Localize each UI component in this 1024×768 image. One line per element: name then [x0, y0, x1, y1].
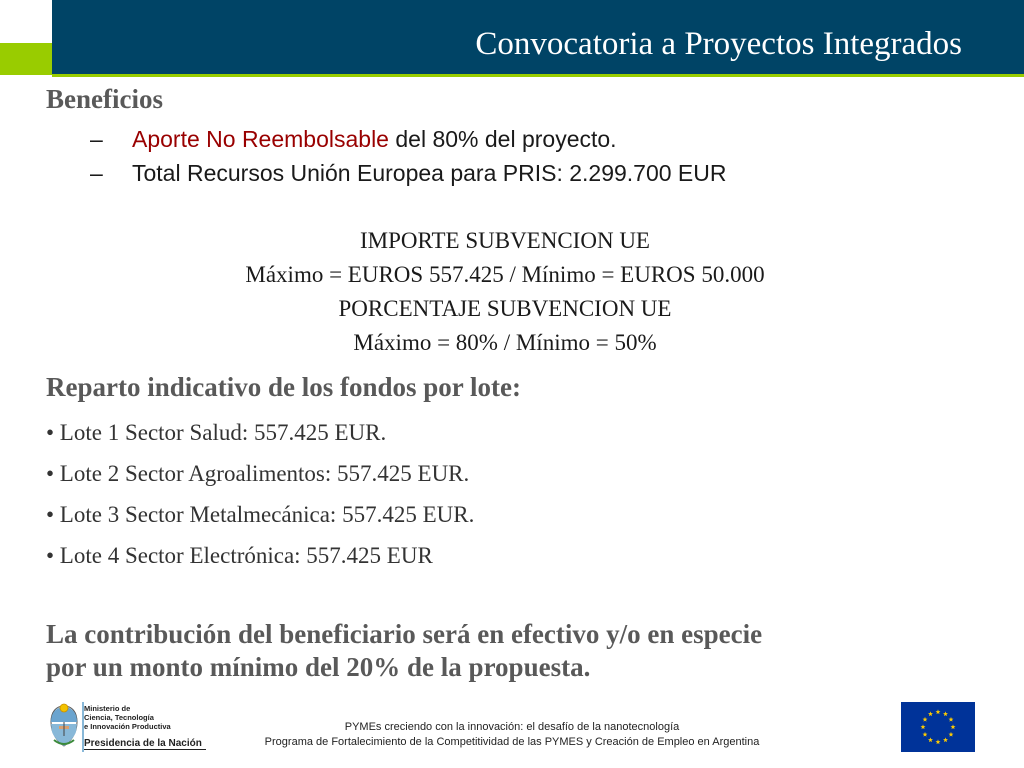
- lote-item: • Lote 1 Sector Salud: 557.425 EUR.: [46, 420, 387, 445]
- ministerio-line: Ministerio de: [84, 704, 131, 713]
- lote-item: • Lote 2 Sector Agroalimentos: 557.425 EUR.: [46, 461, 470, 486]
- beneficio-text: Total Recursos Unión Europea para PRIS: 2.299.700 EUR: [132, 160, 727, 186]
- presidencia-text: Presidencia de la Nación: [84, 738, 206, 750]
- contribucion-statement: [46, 618, 986, 684]
- ministerio-logo: [46, 700, 202, 754]
- ministerio-text: [84, 704, 171, 731]
- title-accent-line: [52, 74, 1024, 77]
- importe-range: Máximo = EUROS 557.425 / Mínimo = EUROS 50.000: [245, 262, 765, 287]
- contribucion-line: por un monto mínimo del 20% de la propuesta.: [46, 652, 591, 682]
- contribucion-line: La contribución del beneficiario será en efectivo y/o en especie: [46, 619, 763, 649]
- importe-title: IMPORTE SUBVENCION UE: [360, 228, 650, 253]
- beneficios-heading: Beneficios: [46, 84, 163, 114]
- slide-title: Convocatoria a Proyectos Integrados: [475, 26, 962, 62]
- ministerio-line: e Innovación Productiva: [84, 722, 171, 731]
- lote-item: • Lote 4 Sector Electrónica: 557.425 EUR: [46, 543, 433, 568]
- subvencion-block: [0, 224, 1010, 360]
- lote-item: • Lote 3 Sector Metalmecánica: 557.425 EUR.: [46, 502, 475, 527]
- lotes-list: [46, 416, 474, 580]
- dash-bullet: –: [90, 160, 103, 186]
- accent-bar-left: [0, 43, 52, 75]
- footer-line: Programa de Fortalecimiento de la Competitividad de las PYMES y Creación de Empleo en Argentina: [264, 736, 760, 748]
- beneficios-list: [90, 122, 727, 190]
- eu-flag-icon: [901, 702, 975, 752]
- beneficio-item: [90, 122, 727, 156]
- dash-bullet: –: [90, 126, 103, 152]
- title-bar: [52, 0, 1024, 74]
- footer: [220, 720, 804, 750]
- porcentaje-range: Máximo = 80% / Mínimo = 50%: [353, 330, 657, 355]
- reparto-heading: Reparto indicativo de los fondos por lote:: [46, 372, 522, 402]
- beneficio-text: del 80% del proyecto.: [388, 126, 617, 152]
- porcentaje-title: PORCENTAJE SUBVENCION UE: [338, 296, 672, 321]
- beneficio-item: [90, 156, 727, 190]
- ministerio-line: Ciencia, Tecnología: [84, 713, 154, 722]
- argentina-coat-of-arms-icon: [48, 702, 80, 750]
- footer-line: PYMEs creciendo con la innovación: el desafío de la nanotecnología: [344, 721, 680, 733]
- highlight-text: Aporte No Reembolsable: [132, 126, 389, 152]
